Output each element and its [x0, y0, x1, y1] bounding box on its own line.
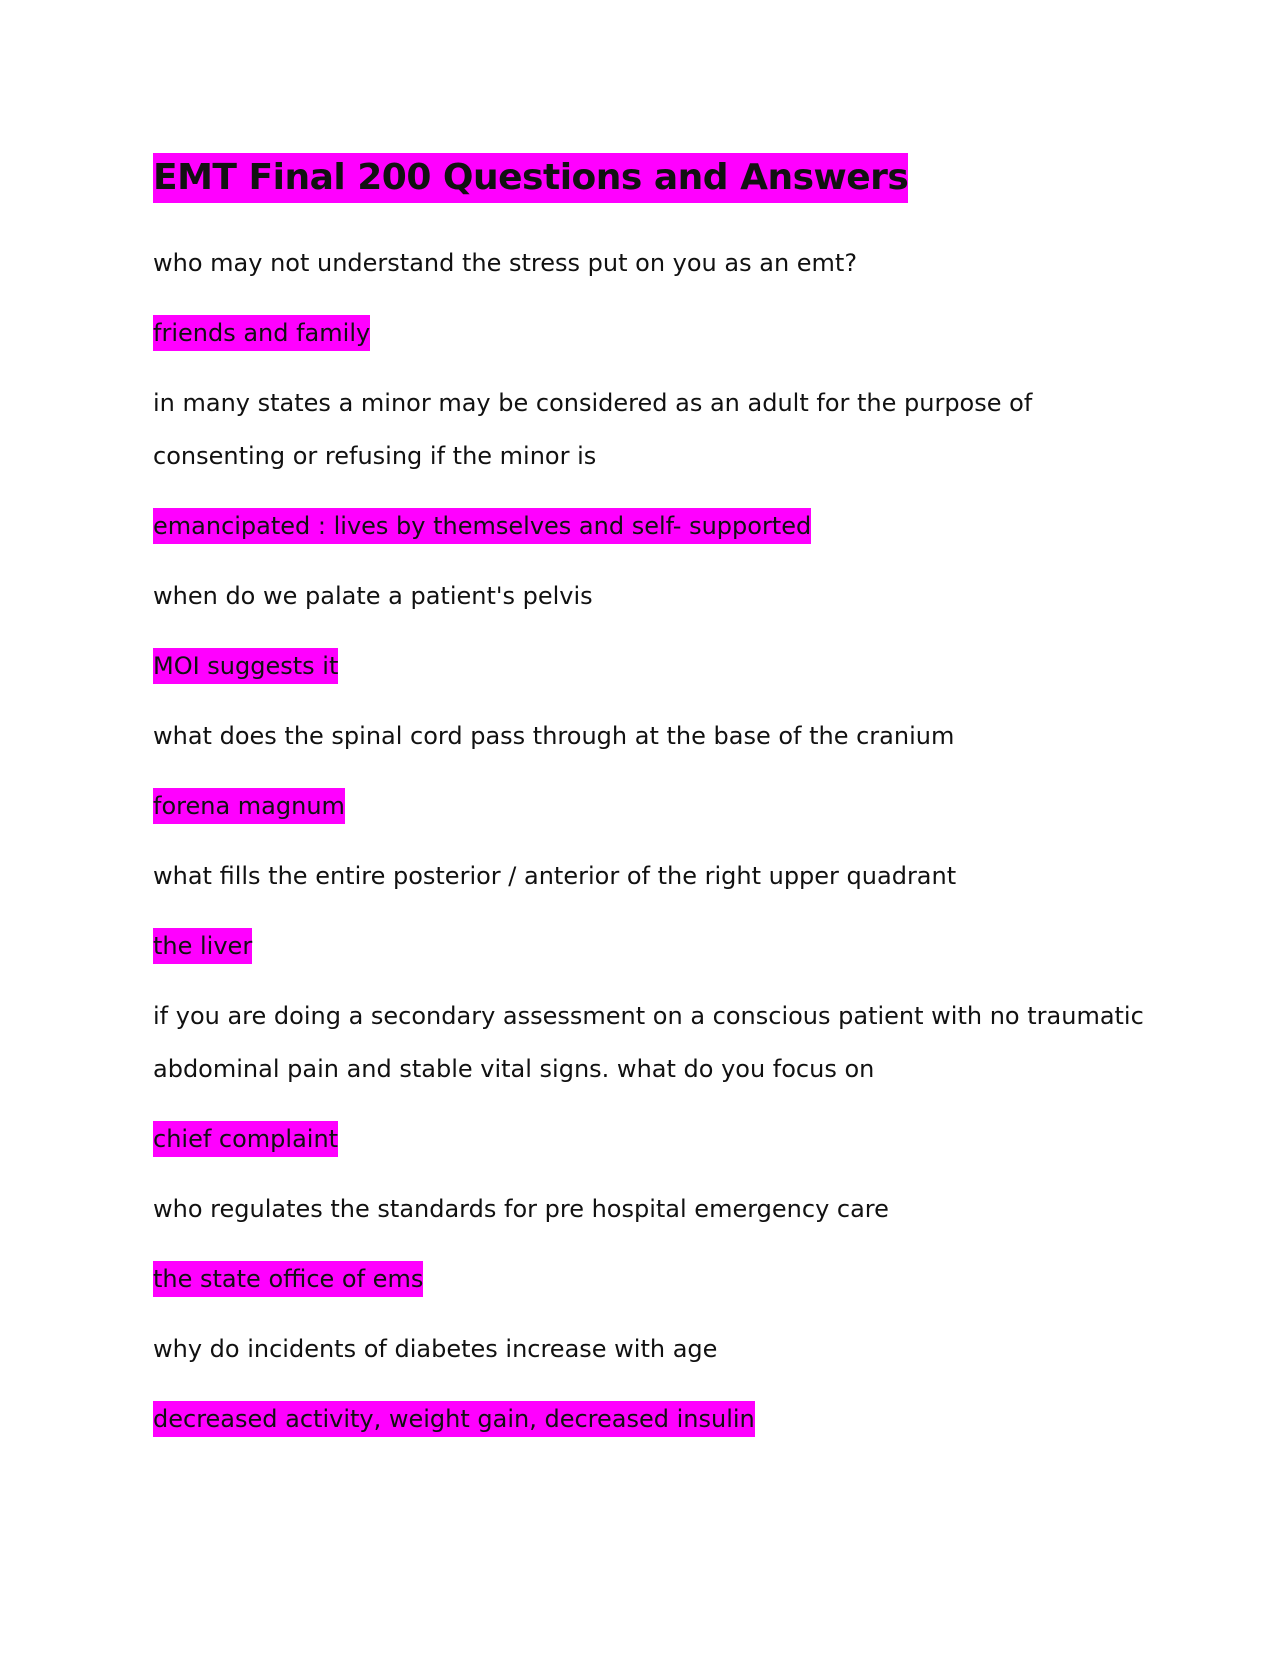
answer-text — [153, 928, 252, 964]
question-text: why do incidents of diabetes increase with age — [153, 1335, 718, 1363]
answer-highlight: forena magnum — [153, 788, 345, 824]
question-text: in many states a minor may be considered as an adult for the purpose of — [153, 389, 1033, 417]
answer-text — [153, 1261, 423, 1297]
question-text: who regulates the standards for pre hospital emergency care — [153, 1195, 889, 1223]
title-highlight: EMT Final 200 Questions and Answers — [153, 153, 908, 203]
question-text: who may not understand the stress put on you as an emt? — [153, 249, 858, 277]
question-text: consenting or refusing if the minor is — [153, 442, 597, 470]
answer-text — [153, 1121, 338, 1157]
answer-highlight: decreased activity, weight gain, decreased insulin — [153, 1401, 755, 1437]
question-text: what does the spinal cord pass through at the base of the cranium — [153, 722, 955, 750]
answer-text — [153, 315, 370, 351]
answer-text — [153, 508, 811, 544]
answer-text — [153, 648, 338, 684]
answer-highlight: the state office of ems — [153, 1261, 423, 1297]
answer-highlight: emancipated : lives by themselves and self- supported — [153, 508, 811, 544]
question-text: if you are doing a secondary assessment on a conscious patient with no traumatic — [153, 1002, 1144, 1030]
document-title — [153, 153, 908, 203]
answer-highlight: friends and family — [153, 315, 370, 351]
question-text: abdominal pain and stable vital signs. what do you focus on — [153, 1055, 875, 1083]
answer-text — [153, 788, 345, 824]
answer-highlight: chief complaint — [153, 1121, 338, 1157]
question-text: when do we palate a patient's pelvis — [153, 582, 593, 610]
answer-highlight: the liver — [153, 928, 252, 964]
answer-text — [153, 1401, 755, 1437]
answer-highlight: MOI suggests it — [153, 648, 338, 684]
question-text: what fills the entire posterior / anterior of the right upper quadrant — [153, 862, 957, 890]
